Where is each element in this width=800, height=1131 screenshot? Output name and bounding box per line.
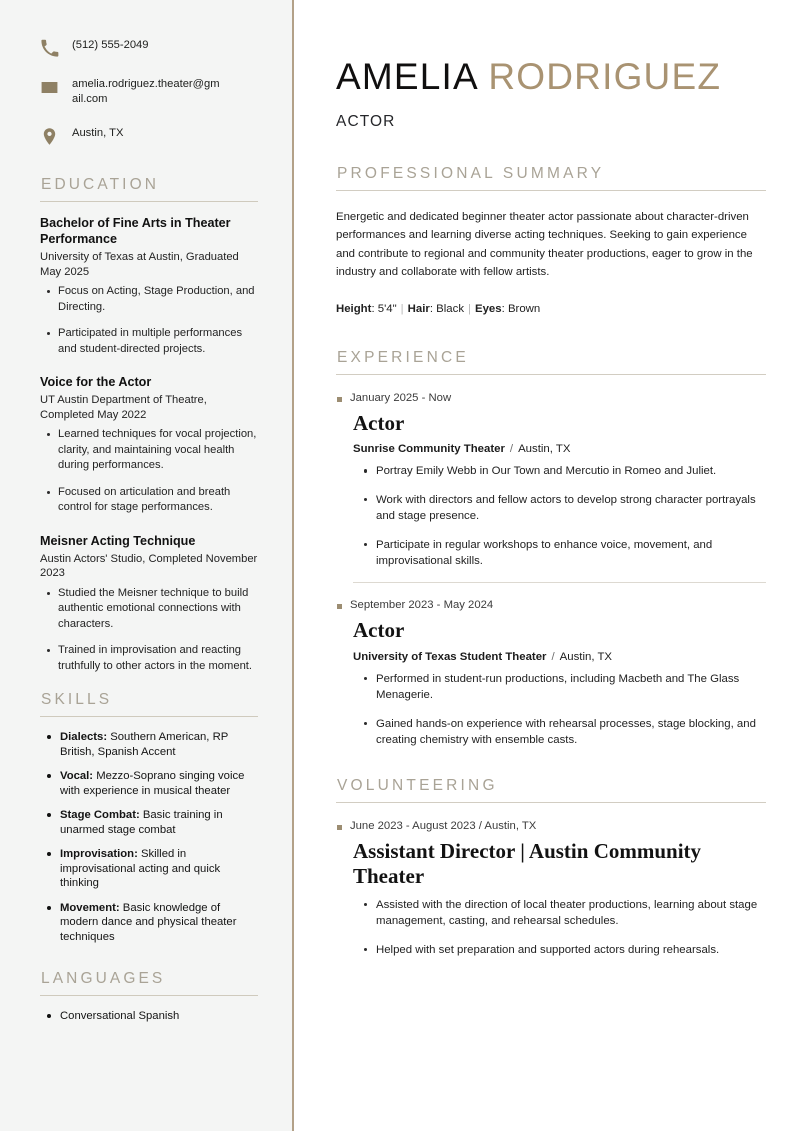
languages-section <box>40 970 258 1024</box>
education-section <box>40 176 258 674</box>
list-item: Gained hands-on experience with rehearsal processes, stage blocking, and creating chemistry with ensemble casts. <box>376 716 766 749</box>
skill-value: Mezzo-Soprano singing voice with experience in musical theater <box>60 770 245 797</box>
volunteering-title: Assistant Director | Austin Community Theater <box>353 838 702 889</box>
stat-separator: | <box>400 302 404 315</box>
list-item: Helped with set preparation and supported actors during rehearsals. <box>376 942 766 959</box>
education-meta: UT Austin Department of Theatre, Completed May 2022 <box>40 394 207 421</box>
volunteering-heading: VOLUNTEERING <box>337 776 498 794</box>
experience-heading: EXPERIENCE <box>337 348 469 366</box>
list-item: Performed in student-run productions, including Macbeth and The Glass Menagerie. <box>376 671 766 704</box>
contact-list <box>40 38 258 146</box>
experience-company: Sunrise Community Theater <box>353 443 505 456</box>
sidebar <box>0 0 294 1131</box>
list-item: Conversational Spanish <box>60 1009 258 1024</box>
skills-rule <box>40 716 258 717</box>
physical-stats <box>336 303 766 315</box>
volunteering-date-line <box>336 820 766 832</box>
languages-heading: LANGUAGES <box>41 970 166 987</box>
list-item <box>60 901 258 945</box>
experience-date: January 2025 - Now <box>336 392 766 404</box>
list-item: Assisted with the direction of local theater productions, learning about stage management, casting, and rehearsal schedules. <box>376 897 766 930</box>
education-title: Meisner Acting Technique <box>40 533 196 548</box>
skill-key: Improvisation: <box>60 848 138 860</box>
hair-label: Hair <box>407 302 430 315</box>
skill-value: Southern American, RP British, Spanish Accent <box>60 731 229 758</box>
experience-rule <box>336 374 766 375</box>
summary-heading: PROFESSIONAL SUMMARY <box>337 164 605 182</box>
experience-entry <box>336 392 766 570</box>
education-meta: Austin Actors' Studio, Completed November 2023 <box>40 552 258 579</box>
location-text: Austin, TX <box>72 127 124 139</box>
stat-separator: | <box>468 302 471 315</box>
experience-entry <box>336 599 766 749</box>
education-item <box>40 374 258 516</box>
height-label: Height <box>336 302 372 315</box>
skill-key: Dialects: <box>60 731 108 743</box>
entry-divider <box>353 582 766 583</box>
eyes-label: Eyes <box>474 302 502 315</box>
experience-title: Actor <box>353 410 405 435</box>
experience-company-line <box>353 443 766 455</box>
experience-title: Actor <box>353 617 405 642</box>
list-item: Participate in regular workshops to enhance voice, movement, and improvisational skills. <box>376 537 766 570</box>
education-title: Bachelor of Fine Arts in Theater Performance <box>40 216 231 246</box>
list-item: Focus on Acting, Stage Production, and Directing. <box>58 284 258 315</box>
experience-company: University of Texas Student Theater <box>353 650 547 663</box>
education-item <box>40 533 258 675</box>
first-name: AMELIA <box>336 56 477 97</box>
list-item <box>60 730 258 759</box>
skill-key: Movement: <box>60 901 120 914</box>
list-item: Focused on articulation and breath control for stage performances. <box>58 485 258 516</box>
list-item: Studied the Meisner technique to build authentic emotional connections with characters. <box>58 586 258 633</box>
list-item: Participated in multiple performances and student-directed projects. <box>58 326 258 357</box>
slash-separator: / <box>475 819 485 832</box>
last-name: RODRIGUEZ <box>488 56 722 97</box>
education-bullets <box>40 284 258 357</box>
languages-list <box>40 1009 258 1024</box>
eyes-value: Brown <box>507 302 541 315</box>
volunteering-bullets <box>376 897 766 959</box>
skill-value: Basic training in unarmed stage combat <box>60 809 223 836</box>
skill-key: Stage Combat: <box>60 809 140 821</box>
experience-bullets <box>376 671 766 749</box>
languages-rule <box>40 995 258 996</box>
height-value: 5'4" <box>377 302 397 315</box>
phone-text: (512) 555-2049 <box>72 39 149 51</box>
summary-section <box>336 165 766 315</box>
experience-location: Austin, TX <box>559 650 612 663</box>
education-heading: EDUCATION <box>41 176 160 193</box>
skill-value: Basic knowledge of modern dance and physical theater techniques <box>60 901 237 943</box>
experience-location: Austin, TX <box>518 443 571 456</box>
colon: : <box>429 302 437 315</box>
volunteering-date: June 2023 - August 2023 <box>350 819 476 832</box>
education-rule <box>40 201 258 202</box>
page-title <box>336 58 766 97</box>
education-title: Voice for the Actor <box>40 375 152 389</box>
list-item <box>60 808 258 837</box>
experience-section <box>336 349 766 749</box>
volunteering-location: Austin, TX <box>484 819 537 832</box>
education-bullets <box>40 427 258 516</box>
list-item <box>60 847 258 891</box>
skill-value: Skilled in improvisational acting and quick thinking <box>60 848 221 889</box>
experience-bullets <box>376 463 766 570</box>
education-item <box>40 215 258 357</box>
volunteering-section <box>336 777 766 959</box>
list-item: Learned techniques for vocal projection, clarity, and maintaining vocal health during performances. <box>58 427 258 474</box>
colon: : <box>501 302 508 315</box>
summary-rule <box>336 190 766 191</box>
experience-company-line <box>353 651 766 663</box>
hair-value: Black <box>436 302 465 315</box>
email-text: amelia.rodriguez.theater@gmail.com <box>72 78 220 105</box>
list-item: Trained in improvisation and reacting truthfully to other actors in the moment. <box>58 643 258 674</box>
list-item <box>60 769 258 798</box>
list-item: Work with directors and fellow actors to develop strong character portrayals and stage presence. <box>376 492 766 525</box>
volunteering-entry <box>336 820 766 959</box>
contact-phone <box>40 38 258 58</box>
phone-icon <box>40 38 59 58</box>
colon: : <box>371 302 378 315</box>
list-item: Portray Emily Webb in Our Town and Mercutio in Romeo and Juliet. <box>376 463 766 480</box>
skill-key: Vocal: <box>60 770 94 782</box>
experience-date: September 2023 - May 2024 <box>336 599 766 611</box>
education-bullets <box>40 586 258 675</box>
skills-list <box>40 730 258 944</box>
job-role-subtitle: ACTOR <box>336 112 396 130</box>
slash-separator: / <box>509 443 514 456</box>
summary-text: Energetic and dedicated beginner theater actor passionate about character-driven performances and learning diverse acting techniques. Seeking to gain experience and contribute to regional and community theater productions, eager to grow in the industry and collaborate with fellow artists. <box>336 210 753 279</box>
skills-section <box>40 691 258 944</box>
contact-location <box>40 126 258 146</box>
slash-separator: / <box>551 650 555 663</box>
envelope-icon <box>40 77 59 97</box>
volunteering-rule <box>336 802 766 803</box>
map-pin-icon <box>40 126 59 146</box>
education-meta: University of Texas at Austin, Graduated May 2025 <box>40 251 239 278</box>
main-column <box>294 0 800 1131</box>
skills-heading: SKILLS <box>41 691 113 708</box>
contact-email <box>40 77 258 107</box>
